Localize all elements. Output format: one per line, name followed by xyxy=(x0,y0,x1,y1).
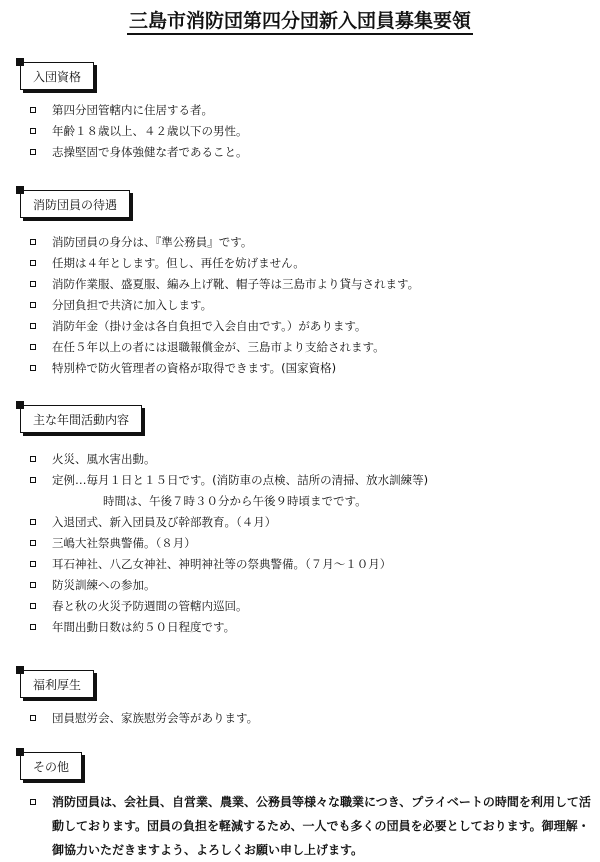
item-list xyxy=(0,100,600,163)
corner-mark-icon xyxy=(16,401,24,409)
section-heading xyxy=(20,62,94,90)
checkbox-bullet-icon xyxy=(30,281,36,287)
section-heading-text: その他 xyxy=(33,760,70,774)
list-item: 第四分団管轄内に住居する者。 xyxy=(0,100,600,121)
checkbox-bullet-icon xyxy=(30,715,36,721)
checkbox-bullet-icon xyxy=(30,561,36,567)
list-item: 消防団員の身分は、『準公務員』です。 xyxy=(0,232,600,253)
checkbox-bullet-icon xyxy=(30,302,36,308)
list-item: 消防年金（掛け金は各自負担で入会自由です。）があります。 xyxy=(0,316,600,337)
checkbox-bullet-icon xyxy=(30,624,36,630)
page-title-text: 三島市消防団第四分団新入団員募集要領 xyxy=(127,10,473,35)
checkbox-bullet-icon xyxy=(30,799,36,805)
checkbox-bullet-icon xyxy=(30,128,36,134)
checkbox-bullet-icon xyxy=(30,582,36,588)
corner-mark-icon xyxy=(16,186,24,194)
list-item: 消防団員は、会社員、自営業、農業、公務員等様々な職業につき、プライベートの時間を利用して活動しております。団員の負担を軽減するため、一人でも多くの団員を必要としております。御理解・御協力いただきますよう、よろしくお願い申し上げます。 xyxy=(0,790,600,862)
list-item: 耳石神社、八乙女神社、神明神社等の祭典警備。（７月～１０月） xyxy=(0,554,600,575)
corner-mark-icon xyxy=(16,666,24,674)
list-item: 在任５年以上の者には退職報償金が、三島市より支給されます。 xyxy=(0,337,600,358)
list-item: 春と秋の火災予防週間の管轄内巡回。 xyxy=(0,596,600,617)
checkbox-bullet-icon xyxy=(30,107,36,113)
list-item: 消防作業服、盛夏服、編み上げ靴、帽子等は三島市より貸与されます。 xyxy=(0,274,600,295)
section-heading xyxy=(20,670,94,698)
list-item: 特別枠で防火管理者の資格が取得できます。(国家資格) xyxy=(0,358,600,379)
item-list xyxy=(0,449,600,638)
list-item: 分団負担で共済に加入します。 xyxy=(0,295,600,316)
section-heading-text: 消防団員の待遇 xyxy=(33,198,118,212)
list-item: 入退団式、新入団員及び幹部教育。（４月） xyxy=(0,512,600,533)
section-heading-text: 入団資格 xyxy=(33,70,82,84)
checkbox-bullet-icon xyxy=(30,149,36,155)
checkbox-bullet-icon xyxy=(30,456,36,462)
list-item: 団員慰労会、家族慰労会等があります。 xyxy=(0,708,600,729)
checkbox-bullet-icon xyxy=(30,239,36,245)
item-list xyxy=(0,708,600,729)
list-item-continuation: 時間は、午後７時３０分から午後９時頃までです。 xyxy=(103,494,367,508)
list-item: 任期は４年とします。但し、再任を妨げません。 xyxy=(0,253,600,274)
checkbox-bullet-icon xyxy=(30,540,36,546)
list-item: 防災訓練への参加。 xyxy=(0,575,600,596)
item-list xyxy=(0,232,600,379)
list-item: 年齢１８歳以上、４２歳以下の男性。 xyxy=(0,121,600,142)
list-item: 定例…毎月１日と１５日です。(消防車の点検、詰所の清掃、放水訓練等) xyxy=(0,470,600,491)
checkbox-bullet-icon xyxy=(30,323,36,329)
checkbox-bullet-icon xyxy=(30,477,36,483)
checkbox-bullet-icon xyxy=(30,603,36,609)
page-title xyxy=(0,6,600,33)
list-item: 年間出動日数は約５０日程度です。 xyxy=(0,617,600,638)
item-list xyxy=(0,790,600,862)
section-heading xyxy=(20,190,130,218)
corner-mark-icon xyxy=(16,748,24,756)
list-item: 三嶋大社祭典警備。（８月） xyxy=(0,533,600,554)
section-heading xyxy=(20,752,82,780)
section-heading-text: 主な年間活動内容 xyxy=(33,413,130,427)
list-item: 志操堅固で身体強健な者であること。 xyxy=(0,142,600,163)
corner-mark-icon xyxy=(16,58,24,66)
checkbox-bullet-icon xyxy=(30,344,36,350)
list-item: 火災、風水害出動。 xyxy=(0,449,600,470)
section-heading xyxy=(20,405,142,433)
checkbox-bullet-icon xyxy=(30,519,36,525)
checkbox-bullet-icon xyxy=(30,260,36,266)
checkbox-bullet-icon xyxy=(30,365,36,371)
section-heading-text: 福利厚生 xyxy=(33,678,82,692)
